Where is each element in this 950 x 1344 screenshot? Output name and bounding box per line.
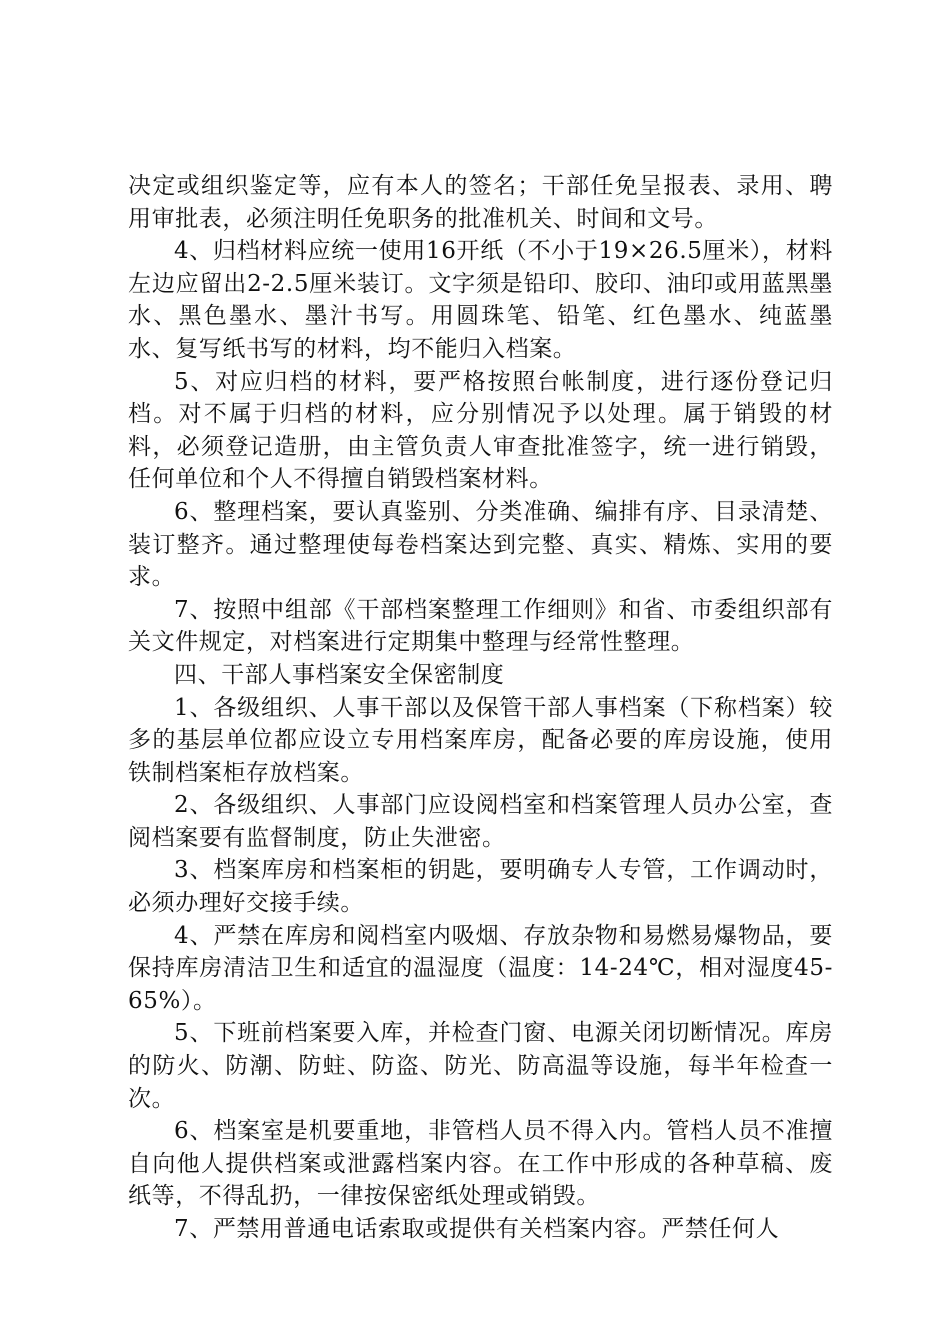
section-heading-security: 四、干部人事档案安全保密制度 xyxy=(174,661,505,688)
document-body xyxy=(128,170,833,1246)
paragraph-security-4: 4、严禁在库房和阅档室内吸烟、存放杂物和易燃易爆物品，要保持库房清洁卫生和适宜的温湿度（温度：14-24℃，相对湿度45-65%）。 xyxy=(128,922,833,1014)
paragraph-security-1: 1、各级组织、人事干部以及保管干部人事档案（下称档案）较多的基层单位都应设立专用档案库房，配备必要的库房设施，使用铁制档案柜存放档案。 xyxy=(128,694,833,786)
paragraph-security-2: 2、各级组织、人事部门应设阅档室和档案管理人员办公室，查阅档案要有监督制度，防止失泄密。 xyxy=(128,792,833,851)
paragraph-item-5-registration: 5、对应归档的材料，要严格按照台帐制度，进行逐份登记归档。对不属于归档的材料，应分别情况予以处理。属于销毁的材料，必须登记造册，由主管负责人审查批准签字，统一进行销毁，任何单位和个人不得擅自销毁档案材料。 xyxy=(128,368,833,493)
paragraph-item-6-organizing: 6、整理档案，要认真鉴别、分类准确、编排有序、目录清楚、装订整齐。通过整理使每卷档案达到完整、真实、精炼、实用的要求。 xyxy=(128,498,833,591)
paragraph-security-5: 5、下班前档案要入库，并检查门窗、电源关闭切断情况。库房的防火、防潮、防蛀、防盗、防光、防高温等设施，每半年检查一次。 xyxy=(128,1020,833,1112)
paragraph-security-3: 3、档案库房和档案柜的钥匙，要明确专人专管，工作调动时，必须办理好交接手续。 xyxy=(128,857,833,917)
paragraph-item-4-paper: 4、归档材料应统一使用16开纸（不小于19×26.5厘米），材料左边应留出2-2.5厘米装订。文字须是铅印、胶印、油印或用蓝黑墨水、黑色墨水、墨汁书写。用圆珠笔、铅笔、红色墨水、纯蓝墨水、复写纸书写的材料，均不能归入档案。 xyxy=(128,238,833,362)
paragraph-security-7: 7、严禁用普通电话索取或提供有关档案内容。严禁任何人 xyxy=(174,1216,780,1242)
paragraph-security-6: 6、档案室是机要重地，非管档人员不得入内。管档人员不准擅自向他人提供档案或泄露档案内容。在工作中形成的各种草稿、废纸等，不得乱扔，一律按保密纸处理或销毁。 xyxy=(128,1118,833,1210)
paragraph-continuation: 决定或组织鉴定等，应有本人的签名；干部任免呈报表、录用、聘用审批表，必须注明任免职务的批准机关、时间和文号。 xyxy=(128,173,833,232)
paragraph-item-7-rules: 7、按照中组部《干部档案整理工作细则》和省、市委组织部有关文件规定，对档案进行定期集中整理与经常性整理。 xyxy=(128,596,833,656)
